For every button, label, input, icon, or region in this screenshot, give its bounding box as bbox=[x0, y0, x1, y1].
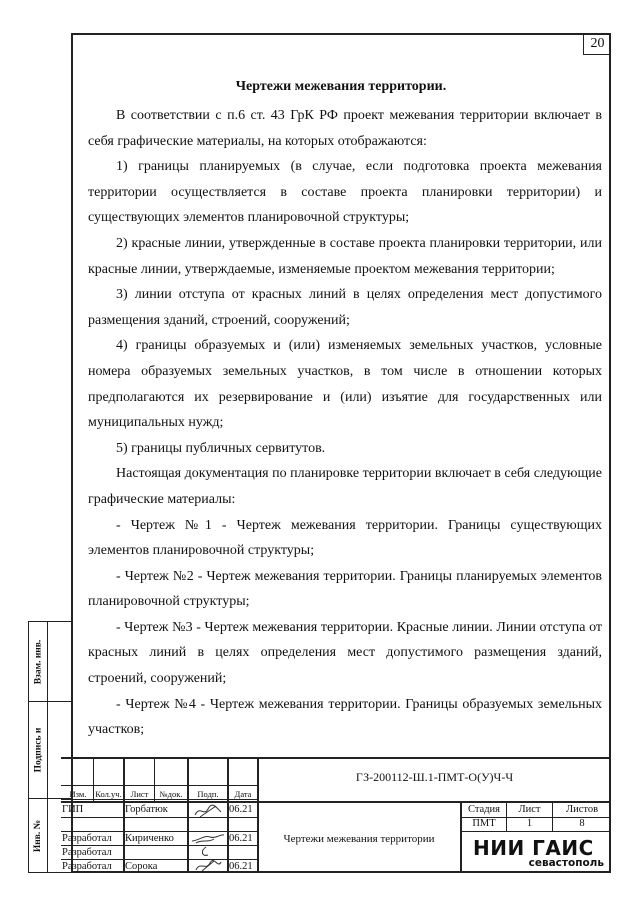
paragraph-item-3: 3) линии отступа от красных линий в целях определения мест допустимого размещения зданий, строений, сооружений; bbox=[88, 287, 602, 328]
organization-name: НИИ ГАИС bbox=[473, 836, 594, 860]
sheet-value: 1 bbox=[526, 818, 533, 829]
stage-value: ПМТ bbox=[472, 818, 496, 829]
header-ndok: №док. bbox=[159, 789, 183, 799]
row-name: Кириченко bbox=[125, 833, 174, 844]
paragraph-drawing-3: - Чертеж №3 - Чертеж межевания территории. Красные линии. Линии отступа от красных линий в целях определения мест допустимого размещения зданий, строений, сооружений; bbox=[88, 619, 602, 687]
row-role: Разработал bbox=[62, 847, 112, 858]
signature-mark bbox=[196, 845, 216, 859]
header-koluch: Кол.уч. bbox=[95, 789, 122, 799]
paragraph-drawing-2: - Чертеж №2 - Чертеж межевания территории. Границы планируемых элементов планировочной структуры; bbox=[88, 568, 602, 610]
signature-soroka bbox=[192, 859, 224, 873]
row-role: Разработал bbox=[62, 861, 112, 872]
paragraph-item-5: 5) границы публичных сервитутов. bbox=[116, 440, 326, 456]
paragraph-item-1: 1) границы планируемых (в случае, если подготовка проекта межевания территории осуществляется в составе проекта планировки территории) и существующих элементов планировочной структуры; bbox=[88, 159, 602, 226]
document-title: Чертежи межевания территории. bbox=[235, 79, 447, 94]
document-code: ГЗ-200112-Ш.1-ПМТ-О(У)Ч-Ч bbox=[355, 770, 514, 784]
paragraph-drawing-4: - Чертеж №4 - Чертеж межевания территории. Границы образуемых земельных участков; bbox=[88, 696, 602, 738]
row-date: 06.21 bbox=[229, 833, 253, 844]
organization-city: севастополь bbox=[528, 857, 604, 869]
header-list: Лист bbox=[130, 789, 149, 799]
page-number: 20 bbox=[583, 33, 611, 55]
paragraph-materials: Настоящая документация по планировке территории включает в себя следующие графические материалы: bbox=[88, 466, 602, 507]
signature-kirichenko bbox=[190, 831, 226, 845]
paragraph-item-4: 4) границы образуемых и (или) изменяемых земельных участков, условные номера образуемых земельных участков, в том числе в отношении которых предполагаются их резервирование и (или) изъятие для государственных или муниципальных нужд; bbox=[88, 338, 602, 431]
organization-logo bbox=[463, 836, 608, 872]
header-podp: Подп. bbox=[197, 789, 219, 799]
sheets-value: 8 bbox=[579, 818, 585, 829]
header-data: Дата bbox=[234, 789, 252, 799]
paragraph-drawing-1: - Чертеж №1 - Чертеж межевания территории. Границы существующих элементов планировочной структуры; bbox=[88, 517, 602, 559]
paragraph-item-2: 2) красные линии, утвержденные в составе проекта планировки территории, или красные линии, утверждаемые, изменяемые проектом межевания территории; bbox=[88, 235, 602, 277]
signature-gorbatyuk bbox=[192, 803, 224, 819]
paragraph-intro: В соответствии с п.6 ст. 43 ГрК РФ проект межевания территории включает в себя графические материалы, на которых отображаются: bbox=[88, 108, 602, 149]
row-name: Сорока bbox=[125, 861, 158, 872]
row-date: 06.21 bbox=[229, 861, 253, 872]
stage-header: Стадия bbox=[467, 804, 501, 815]
row-role: Разработал bbox=[62, 833, 112, 844]
document-body bbox=[88, 103, 602, 743]
side-label-inv: Инв. № bbox=[33, 819, 44, 853]
header-izm: Изм. bbox=[69, 789, 87, 799]
row-name: Горбатюк bbox=[125, 804, 168, 815]
side-label-podpis: Подпись и bbox=[33, 727, 43, 772]
sheet-name: Чертежи межевания территории bbox=[283, 833, 435, 845]
row-role: ГИП bbox=[62, 804, 84, 815]
side-label-vzam: Взам. инв. bbox=[33, 639, 44, 684]
row-date: 06.21 bbox=[229, 804, 253, 815]
sheet-header: Лист bbox=[518, 804, 541, 815]
sheets-header: Листов bbox=[565, 804, 599, 815]
